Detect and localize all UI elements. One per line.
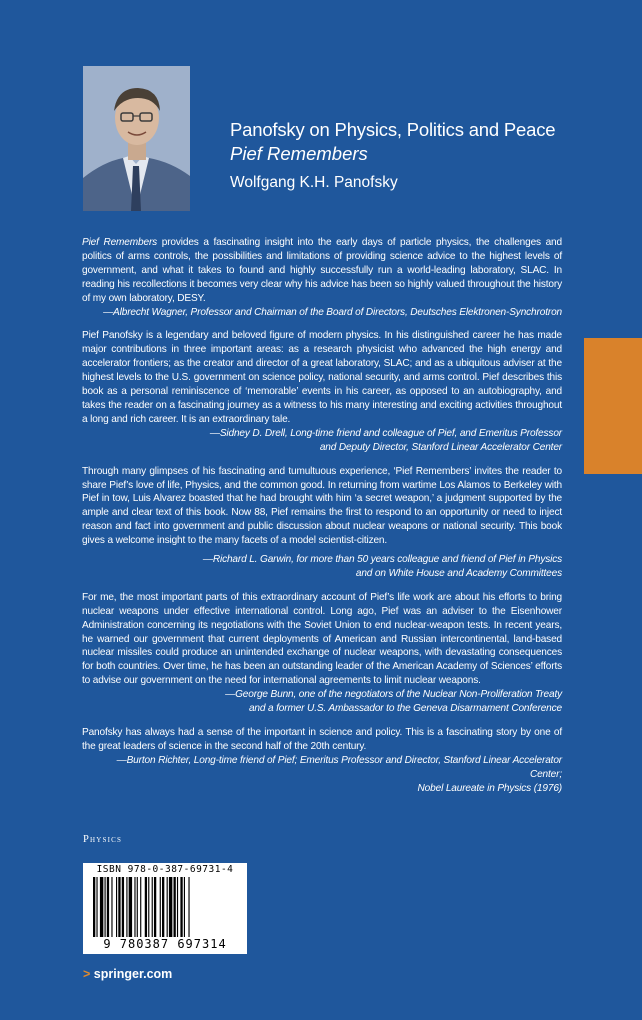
blurb-text: Pief Panofsky is a legendary and beloved figure of modern physics. In his distinguished career he has made major contributions in three important areas: as a research physicist who advanced the high energy and accelerator frontiers; as the creator and director of a great laboratory, SLAC; and as a ubiquitous adviser at the highest levels to the U.S. government on science policy, national security, and arms control. Pief describes this book as a personal reminiscence of ‘memorable’ events in his career, as opposed to an autobiography, and takes the reader on a fascinating journey as a witness to his many interesting and exciting activities throughout a long and rich career. It is an extraordinary tale. xyxy=(82,330,562,425)
barcode-bar xyxy=(152,877,153,937)
barcode-bar xyxy=(96,877,97,937)
blurb-attribution: and Deputy Director, Stanford Linear Accelerator Center xyxy=(319,441,562,453)
spine-accent-tab xyxy=(584,338,642,474)
barcode-bars xyxy=(93,877,237,937)
barcode-bar xyxy=(148,877,149,937)
author-photo xyxy=(83,66,190,211)
barcode-bar xyxy=(177,877,178,937)
blurb-2 xyxy=(82,329,562,454)
blurb-text: Through many glimpses of his fascinating and tumultuous experience, ‘Pief Remembers’ invites the reader to share Pief’s love of life, Physics, and the common good. In returning from wartime Los Alamos to Berkeley with Pief in tow, Luis Alvarez boasted that he had brought with him ‘a secret weapon,’ a judgment supported by the ample and clear text of this book. Now 88, Pief remains the first to respond to an opportunity or need to inject reason and fact into government and public discussion about nuclear weapons or national security. This book gives a welcome insight to the many facets of a model scientist-citizen. xyxy=(82,465,562,547)
barcode-bar xyxy=(137,877,138,937)
barcode-bar xyxy=(162,877,164,937)
barcode-bar xyxy=(180,877,182,937)
blurb-3 xyxy=(82,465,562,581)
book-author: Wolfgang K.H. Panofsky xyxy=(230,174,398,191)
blurb-attribution: —Burton Richter, Long-time friend of Pief; Emeritus Professor and Director, Stanford Linear Accelerator Center; xyxy=(116,754,562,780)
blurb-text: Panofsky has always had a sense of the important in science and policy. This is a fascinating story by one of the great leaders of science in the second half of the 20th century. xyxy=(82,727,562,752)
blurb-attribution: —Albrecht Wagner, Professor and Chairman of the Board of Directors, Deutsches Elektronen-Synchrotron xyxy=(103,306,562,318)
barcode-bar xyxy=(118,877,120,937)
chevron-right-icon: > xyxy=(83,967,91,981)
blurb-attribution: and on White House and Academy Committees xyxy=(355,567,562,579)
barcode-bar xyxy=(188,877,189,937)
barcode-bar xyxy=(93,877,95,937)
blurb-4 xyxy=(82,591,562,716)
blurb-lead: Pief Remembers xyxy=(82,237,158,248)
barcode-bar xyxy=(160,877,161,937)
blurb-text xyxy=(82,236,562,306)
barcode-bar xyxy=(107,877,109,937)
barcode-bar xyxy=(140,877,141,937)
barcode-bar xyxy=(145,877,147,937)
publisher-url: springer.com xyxy=(93,967,173,981)
blurb-attribution: —George Bunn, one of the negotiators of the Nuclear Non-Proliferation Treaty xyxy=(225,689,562,701)
blurbs-section xyxy=(82,236,562,806)
barcode-bar xyxy=(184,877,185,937)
blurb-text: For me, the most important parts of this extraordinary account of Pief’s life work are about his efforts to bring nuclear weapons under effective international control. Long ago, Pief was an adviser to the Eisenhower Administration concerning its negotiations with the Soviet Union to end nuclear-weapon tests. In recent years, he warned our government that current deployments of American and Russian intercontinental, land-based nuclear missiles could produce an unintended exchange of nuclear weapons, with devastating consequences for both countries. Over time, he has been an outstanding leader of the American Academy of Sciences’ efforts to advise our government on the need for international agreements to limit nuclear weapons. xyxy=(82,591,562,687)
isbn-label: ISBN 978-0-387-69731-4 xyxy=(96,864,234,875)
book-subtitle: Pief Remembers xyxy=(230,143,368,164)
isbn-barcode xyxy=(83,863,247,954)
barcode-bar xyxy=(126,877,127,937)
barcode-bar xyxy=(169,877,172,937)
blurb-body: provides a fascinating insight into the early days of particle physics, the challenges and politics of arms controls, the possibilities and limitations of providing science advice to the highest levels of government, and what it takes to found and highly successfully run a world-leading laboratory, SLAC. In reading his recollections it becomes very clear why his advice has been so highly valued throughout the history of my own laboratory, DESY. xyxy=(82,237,562,304)
barcode-bar xyxy=(116,877,117,937)
blurb-attribution: —Richard L. Garwin, for more than 50 years colleague and friend of Pief in Physics xyxy=(202,554,562,566)
barcode-bar xyxy=(129,877,132,937)
barcode-bar xyxy=(111,877,112,937)
barcode-bar xyxy=(134,877,135,937)
blurb-attribution: —Sidney D. Drell, Long-time friend and colleague of Pief, and Emeritus Professor xyxy=(209,427,562,439)
blurb-attribution: and a former U.S. Ambassador to the Geneva Disarmament Conference xyxy=(248,703,562,715)
blurb-1 xyxy=(82,236,562,319)
barcode-number: 9 780387 697314 xyxy=(103,937,227,951)
book-title: Panofsky on Physics, Politics and Peace xyxy=(230,119,556,140)
publisher-link[interactable] xyxy=(83,967,172,981)
category-label: Physics xyxy=(83,834,123,845)
title-block xyxy=(230,118,610,194)
barcode-bar xyxy=(122,877,124,937)
blurb-5 xyxy=(82,726,562,796)
barcode-bar xyxy=(100,877,103,937)
barcode-bar xyxy=(105,877,106,937)
portrait-illustration xyxy=(83,66,190,211)
barcode-bar xyxy=(154,877,156,937)
barcode-bar xyxy=(167,877,168,937)
blurb-attribution: Nobel Laureate in Physics (1976) xyxy=(417,782,562,794)
barcode-bar xyxy=(174,877,176,937)
